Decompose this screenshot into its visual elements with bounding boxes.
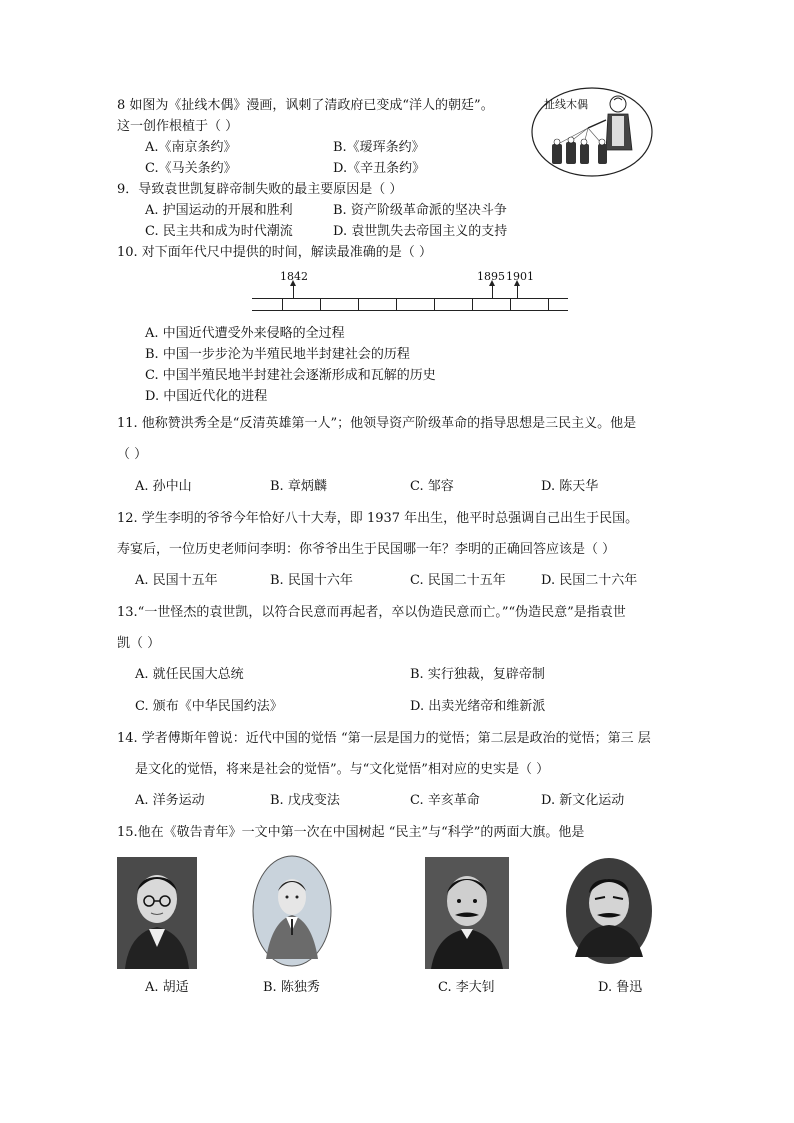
q10-option-b: B. 中国一步步沦为半殖民地半封建社会的历程 bbox=[145, 347, 410, 362]
q12-option-a: A. 民国十五年 bbox=[135, 573, 218, 588]
q10-option-c: C. 中国半殖民地半封建社会逐渐形成和瓦解的历史 bbox=[145, 368, 436, 383]
timeline-tick bbox=[320, 298, 321, 310]
year-timeline bbox=[252, 270, 568, 316]
cartoon-title: 扯线木偶 bbox=[544, 98, 588, 111]
q8-option-d: D.《辛丑条约》 bbox=[333, 161, 426, 176]
q15-option-b: B. 陈独秀 bbox=[263, 980, 320, 995]
q12-option-b: B. 民国十六年 bbox=[270, 573, 353, 588]
timeline-tick bbox=[358, 298, 359, 310]
q11-option-c: C. 邹容 bbox=[410, 479, 454, 494]
portrait-li-dazhao bbox=[425, 857, 509, 969]
q9-option-b: B. 资产阶级革命派的坚决斗争 bbox=[333, 203, 507, 218]
q12-option-d: D. 民国二十六年 bbox=[541, 573, 638, 588]
q13-option-a: A. 就任民国大总统 bbox=[135, 667, 244, 682]
q15-option-d: D. 鲁迅 bbox=[598, 980, 643, 995]
q11-option-b: B. 章炳麟 bbox=[270, 479, 327, 494]
q8-option-c: C.《马关条约》 bbox=[145, 161, 237, 176]
timeline-year-1901: 1901 bbox=[506, 270, 534, 283]
q8-stem-line1: 8 如图为《扯线木偶》漫画，讽刺了清政府已变成“洋人的朝廷”。 bbox=[117, 98, 494, 113]
timeline-tick bbox=[472, 298, 473, 310]
q9-option-c: C. 民主共和成为时代潮流 bbox=[145, 224, 293, 239]
q8-option-a: A.《南京条约》 bbox=[145, 140, 237, 155]
q13-option-d: D. 出卖光绪帝和维新派 bbox=[410, 699, 546, 714]
portrait-chen-duxiu bbox=[252, 855, 332, 967]
puppet-cartoon bbox=[530, 86, 654, 178]
q14-option-a: A. 洋务运动 bbox=[135, 793, 205, 808]
portrait-hu-shi bbox=[117, 857, 197, 969]
timeline-tick bbox=[510, 298, 511, 310]
timeline-year-1895: 1895 bbox=[477, 270, 505, 283]
q15-stem: 15.他在《敬告青年》一文中第一次在中国树起 “民主”与“科学”的两面大旗。他是 bbox=[117, 825, 585, 840]
q14-option-c: C. 辛亥革命 bbox=[410, 793, 480, 808]
q13-option-c: C. 颁布《中华民国约法》 bbox=[135, 699, 283, 714]
q11-option-a: A. 孙中山 bbox=[135, 479, 192, 494]
q9-option-d: D. 袁世凯失去帝国主义的支持 bbox=[333, 224, 508, 239]
q12-stem-line2: 寿宴后，一位历史老师问李明：你爷爷出生于民国哪一年？李明的正确回答应该是（ ） bbox=[117, 542, 616, 557]
timeline-tick bbox=[434, 298, 435, 310]
timeline-bottom-line bbox=[252, 310, 568, 311]
q13-option-b: B. 实行独裁，复辟帝制 bbox=[410, 667, 545, 682]
q10-option-a: A. 中国近代遭受外来侵略的全过程 bbox=[145, 326, 345, 341]
q15-option-a: A. 胡适 bbox=[145, 980, 189, 995]
q14-stem-line2: 是文化的觉悟，将来是社会的觉悟”。与“文化觉悟”相对应的史实是（ ） bbox=[135, 762, 550, 777]
timeline-arrow-1842 bbox=[293, 286, 294, 298]
q9-option-a: A. 护国运动的开展和胜利 bbox=[145, 203, 293, 218]
q12-option-c: C. 民国二十五年 bbox=[410, 573, 506, 588]
q15-option-c: C. 李大钊 bbox=[438, 980, 495, 995]
q13-stem-line2: 凯（ ） bbox=[117, 636, 161, 651]
q14-option-d: D. 新文化运动 bbox=[541, 793, 625, 808]
timeline-tick bbox=[282, 298, 283, 310]
q14-option-b: B. 戊戌变法 bbox=[270, 793, 340, 808]
q12-stem-line1: 12. 学生李明的爷爷今年恰好八十大寿，即 1937 年出生，他平时总强调自己出生于民国。 bbox=[117, 511, 639, 526]
timeline-tick bbox=[396, 298, 397, 310]
q13-stem-line1: 13.“一世怪杰的袁世凯，以符合民意而再起者，卒以伪造民意而亡。”“伪造民意”是指袁世 bbox=[117, 605, 626, 620]
q10-option-d: D. 中国近代化的进程 bbox=[145, 389, 268, 404]
q11-stem: 11. 他称赞洪秀全是“反清英雄第一人”；他领导资产阶级革命的指导思想是三民主义。他是 bbox=[117, 416, 637, 431]
portrait-lu-xun bbox=[565, 857, 653, 965]
q14-stem-line1: 14. 学者傅斯年曾说：近代中国的觉悟 “第一层是国力的觉悟；第二层是政治的觉悟；第三 层 bbox=[117, 731, 651, 746]
q8-stem-line2: 这一创作根植于（ ） bbox=[117, 119, 239, 134]
q10-stem: 10. 对下面年代尺中提供的时间，解读最准确的是（ ） bbox=[117, 245, 432, 260]
q11-option-d: D. 陈天华 bbox=[541, 479, 599, 494]
timeline-tick bbox=[548, 298, 549, 310]
timeline-top-line bbox=[252, 298, 568, 299]
timeline-year-1842: 1842 bbox=[280, 270, 308, 283]
timeline-arrow-1895 bbox=[492, 286, 493, 298]
q11-answer-paren: （ ） bbox=[117, 447, 148, 462]
timeline-arrow-1901 bbox=[517, 286, 518, 298]
q8-option-b: B.《瑷珲条约》 bbox=[333, 140, 425, 155]
q9-stem: 9．导致袁世凯复辟帝制失败的最主要原因是（ ） bbox=[117, 182, 403, 197]
